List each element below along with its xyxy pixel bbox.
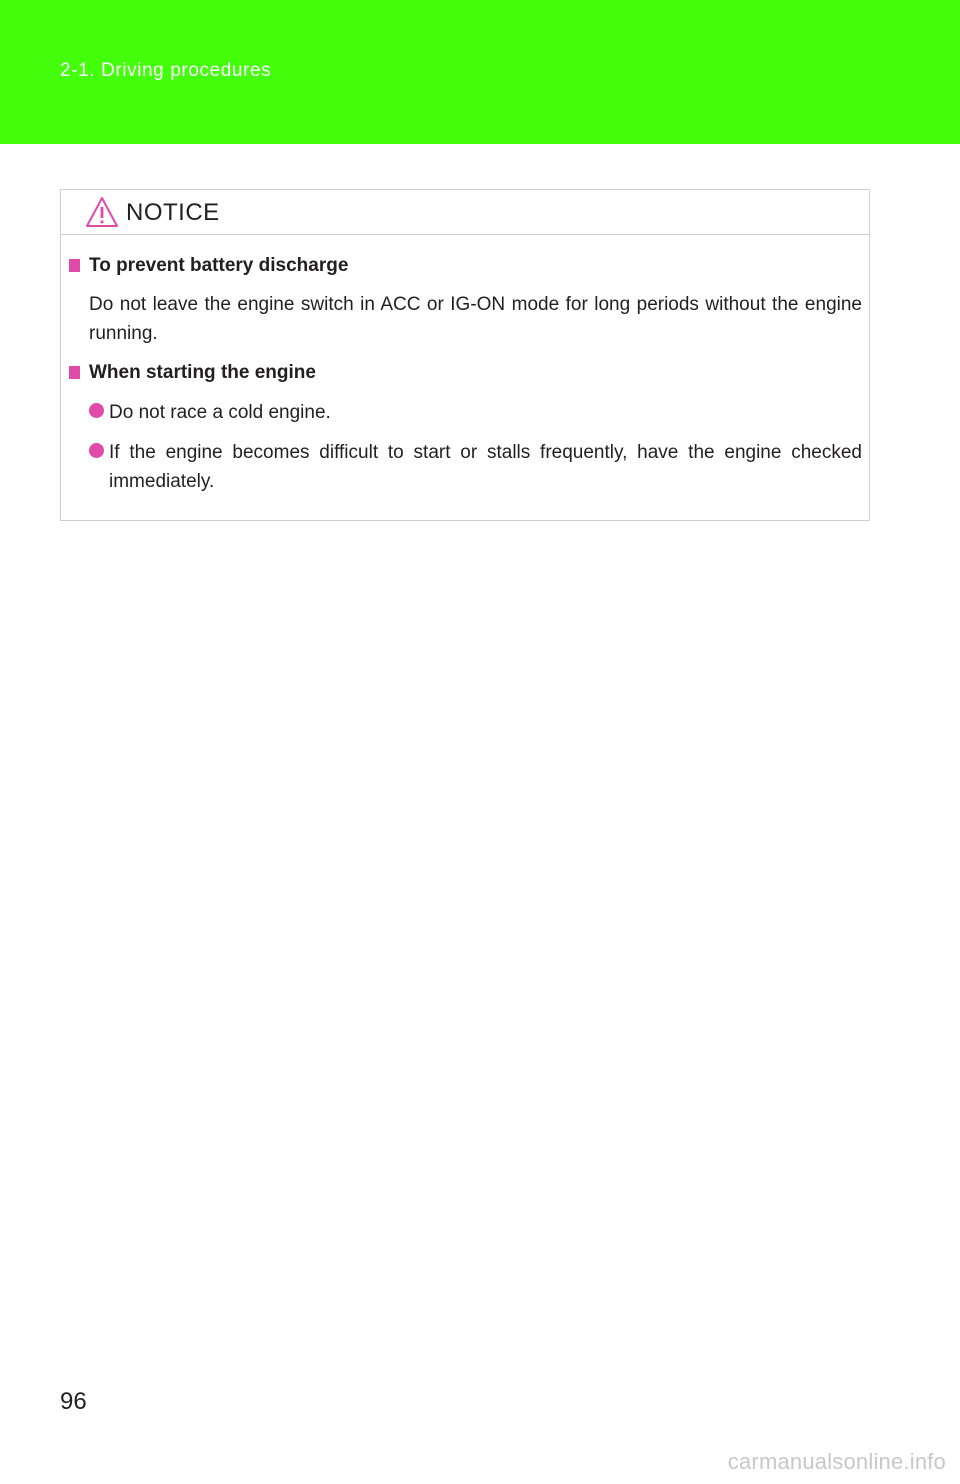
section-title: 2-1. Driving procedures — [60, 60, 272, 81]
page-number: 96 — [60, 1388, 87, 1415]
round-bullet-icon — [89, 443, 104, 458]
list-item-text: If the engine becomes difficult to start or stalls frequently, have the engine checked immediately. — [109, 442, 862, 492]
section-heading-starting — [69, 362, 316, 384]
battery-paragraph: Do not leave the engine switch in ACC or IG-ON mode for long periods without the engine running. — [89, 294, 862, 344]
round-bullet-icon — [89, 403, 104, 418]
list-item — [89, 438, 862, 496]
section-heading-text: To prevent battery discharge — [89, 255, 349, 276]
list-item-text: Do not race a cold engine. — [109, 402, 331, 423]
notice-box — [60, 189, 870, 521]
list-item — [89, 398, 862, 427]
notice-header — [61, 190, 869, 235]
section-heading-battery — [69, 255, 348, 277]
square-bullet-icon — [69, 259, 80, 272]
watermark: carmanualsonline.info — [727, 1449, 946, 1474]
warning-triangle-icon — [85, 196, 119, 228]
notice-label: NOTICE — [126, 199, 220, 226]
header-band — [0, 0, 960, 144]
section-heading-text: When starting the engine — [89, 362, 316, 383]
square-bullet-icon — [69, 366, 80, 379]
